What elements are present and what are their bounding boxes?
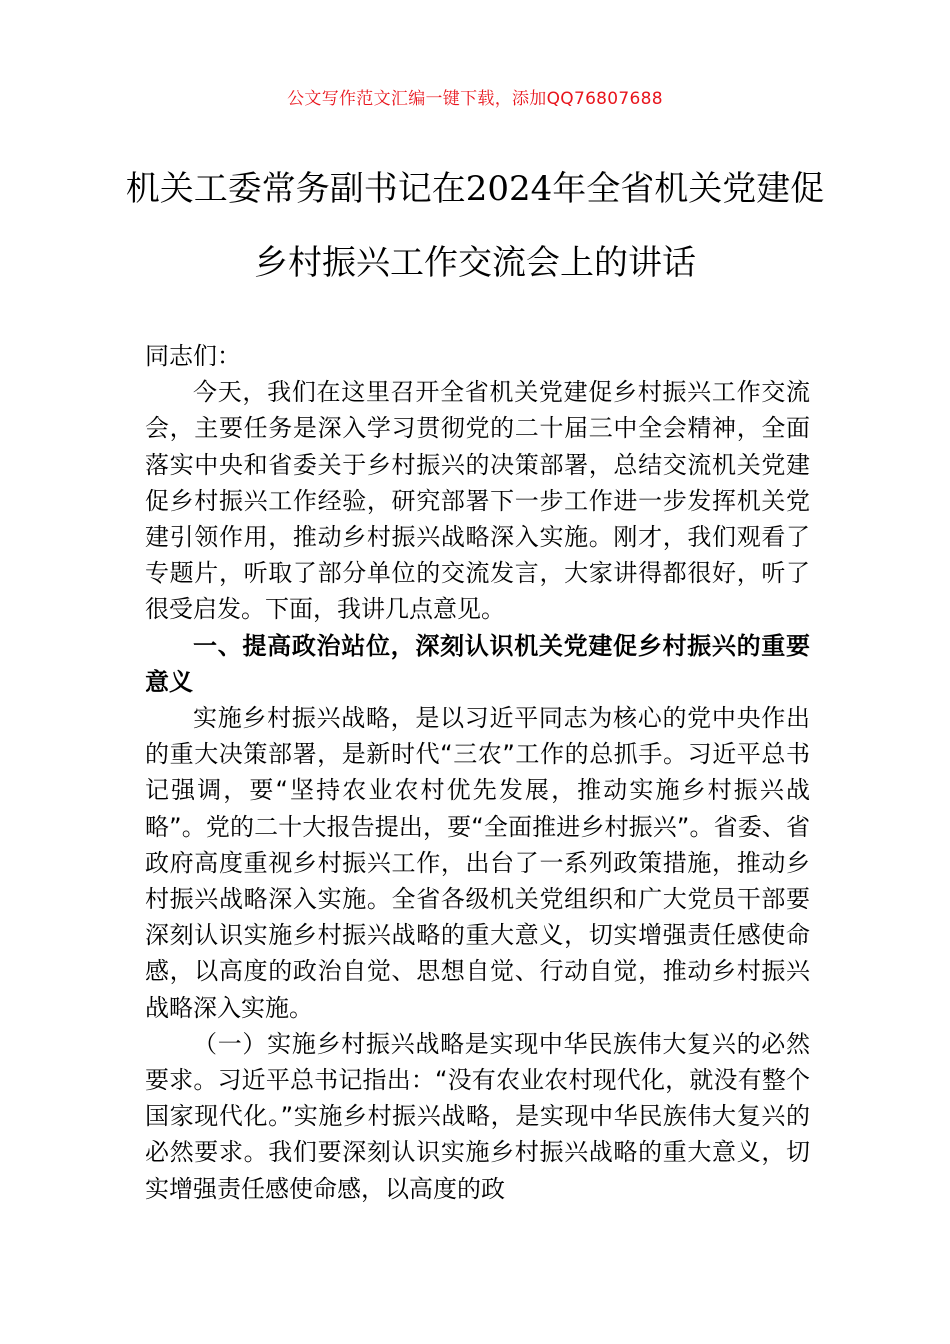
section-heading-1: 一、提高政治站位，深刻认识机关党建促乡村振兴的重要意义: [145, 631, 810, 696]
salutation: 同志们：: [145, 342, 241, 370]
document-title: 机关工委常务副书记在2024年全省机关党建促乡村振兴工作交流会上的讲话: [125, 169, 825, 283]
paragraph-subsection-1: （一）实施乡村振兴战略是实现中华民族伟大复兴的必然要求。习近平总书记指出：“没有农业农村现代化，就没有整个国家现代化。”实施乡村振兴战略，是实现中华民族伟大复兴的必然要求。我们要深刻认识实施乡村振兴战略的重大意义，切实增强责任感使命感，以高度的政: [145, 1029, 810, 1203]
document-body: [145, 338, 810, 1207]
download-note: 公文写作范文汇编一键下载，添加QQ76807688: [287, 89, 663, 109]
paragraph-section-1: 实施乡村振兴战略，是以习近平同志为核心的党中央作出的重大决策部署，是新时代“三农”工作的总抓手。习近平总书记强调，要“坚持农业农村优先发展，推动实施乡村振兴战略”。党的二十大报告提出，要“全面推进乡村振兴”。省委、省政府高度重视乡村振兴工作，出台了一系列政策措施，推动乡村振兴战略深入实施。全省各级机关党组织和广大党员干部要深刻认识实施乡村振兴战略的重大意义，切实增强责任感使命感，以高度的政治自觉、思想自觉、行动自觉，推动乡村振兴战略深入实施。: [145, 704, 810, 1022]
paragraph-intro: 今天，我们在这里召开全省机关党建促乡村振兴工作交流会，主要任务是深入学习贯彻党的二十届三中全会精神，全面落实中央和省委关于乡村振兴的决策部署，总结交流机关党建促乡村振兴工作经验，研究部署下一步工作进一步发挥机关党建引领作用，推动乡村振兴战略深入实施。刚才，我们观看了专题片，听取了部分单位的交流发言，大家讲得都很好，听了很受启发。下面，我讲几点意见。: [145, 378, 810, 624]
